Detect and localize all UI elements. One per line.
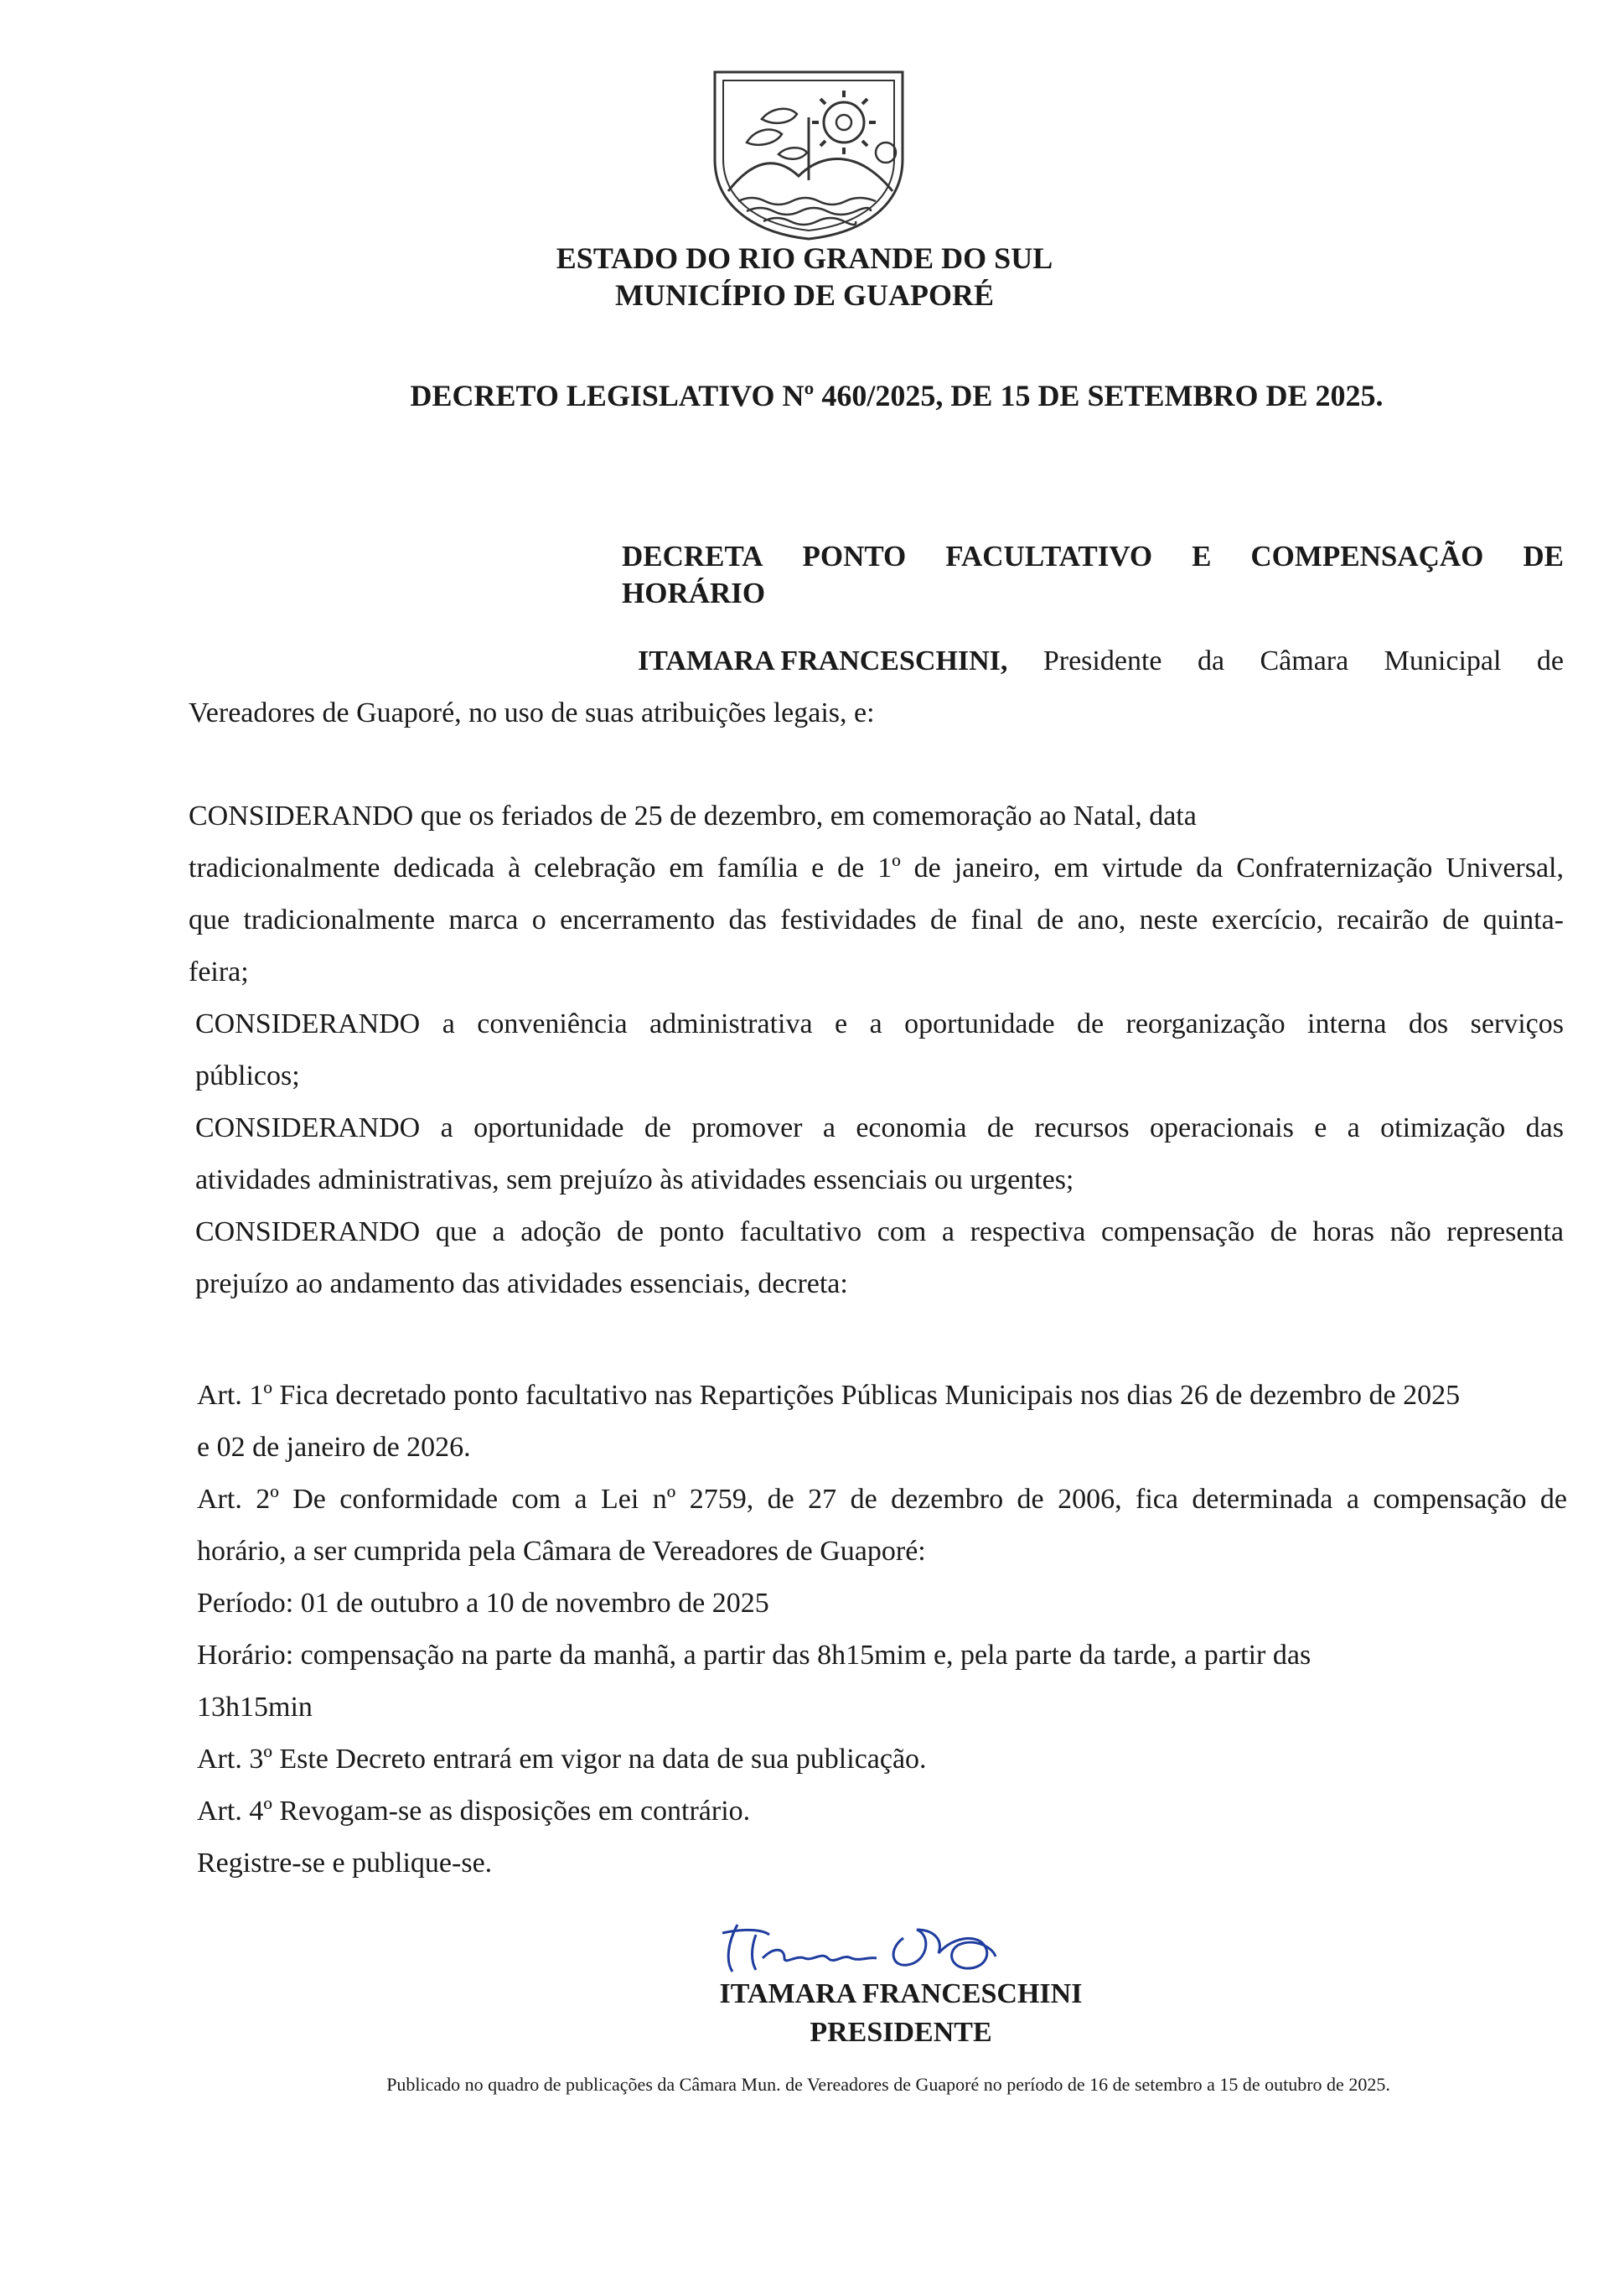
text-line: CONSIDERANDO a conveniência administrativa e a oportunidade de reorganização interna dos serviços [195, 1008, 1564, 1039]
intro-word: de [1536, 645, 1564, 676]
subject-word: E [1192, 540, 1212, 573]
text-line: feira; [189, 956, 249, 987]
article-1 [197, 1370, 1567, 1474]
subject-line-2: HORÁRIO [622, 577, 766, 609]
intro-paragraph [189, 635, 1564, 739]
intro-line-2: Vereadores de Guaporé, no uso de suas atribuições legais, e: [189, 697, 875, 728]
signatory-role: PRESIDENTE [810, 2017, 992, 2048]
text-line: públicos; [195, 1060, 300, 1091]
intro-word: da [1197, 645, 1225, 676]
subject-word: DE [1523, 540, 1564, 573]
considerando-4 [195, 1206, 1564, 1310]
text-line: tradicionalmente dedicada à celebração em família e de 1º de janeiro, em virtude da Confraternização Universal, [189, 853, 1564, 884]
subject-word: DECRETA [622, 540, 763, 573]
article-3: Art. 3º Este Decreto entrará em vigor na data de sua publicação. [197, 1744, 927, 1775]
text-line: CONSIDERANDO que a adoção de ponto facultativo com a respectiva compensação de horas não representa [195, 1216, 1564, 1247]
text-line: CONSIDERANDO que os feriados de 25 de dezembro, em comemoração ao Natal, data [189, 801, 1197, 832]
handwritten-signature [704, 1910, 1089, 1977]
publication-footer: Publicado no quadro de publicações da Câmara Mun. de Vereadores de Guaporé no período de 16 de setembro a 15 de outubro de 2025. [386, 2074, 1390, 2095]
president-name: ITAMARA FRANCESCHINI, [638, 645, 1008, 676]
horario-line: Horário: compensação na parte da manhã, a partir das 8h15mim e, pela parte da tarde, a partir das [197, 1640, 1312, 1671]
text-line: que tradicionalmente marca o encerramento das festividades de final de ano, neste exercício, recairão de quinta- [189, 904, 1564, 936]
municipality-heading: MUNICÍPIO DE GUAPORÉ [614, 278, 994, 312]
article-2 [197, 1474, 1567, 1889]
considerando-2 [195, 998, 1564, 1102]
article-4: Art. 4º Revogam-se as disposições em contrário. [197, 1796, 751, 1827]
text-line: horário, a ser cumprida pela Câmara de Vereadores de Guaporé: [197, 1536, 926, 1567]
text-line: Art. 1º Fica decretado ponto facultativo nas Repartições Públicas Municipais nos dias 26 de dezembro de 2025 [197, 1380, 1461, 1411]
subject-word: PONTO [802, 540, 907, 573]
horario-line-2: 13h15min [197, 1692, 313, 1723]
text-line: atividades administrativas, sem prejuízo às atividades essenciais ou urgentes; [195, 1164, 1074, 1195]
intro-word: Municipal [1384, 645, 1502, 676]
subject-word: FACULTATIVO [945, 540, 1153, 573]
periodo-line: Período: 01 de outubro a 10 de novembro de 2025 [197, 1588, 769, 1619]
municipal-crest-icon [708, 67, 909, 243]
text-line: CONSIDERANDO a oportunidade de promover a economia de recursos operacionais e a otimização das [195, 1112, 1564, 1143]
intro-word: Câmara [1260, 645, 1349, 676]
considerando-1 [189, 790, 1564, 998]
text-line: Art. 2º De conformidade com a Lei nº 2759, de 27 de dezembro de 2006, fica determinada a compensação de [197, 1484, 1567, 1515]
text-line: prejuízo ao andamento das atividades essenciais, decreta: [195, 1268, 848, 1299]
subject-word: COMPENSAÇÃO [1250, 540, 1484, 573]
decree-title: DECRETO LEGISLATIVO Nº 460/2025, DE 15 DE SETEMBRO DE 2025. [410, 379, 1384, 412]
signatory-name: ITAMARA FRANCESCHINI [719, 1978, 1083, 2009]
text-line: e 02 de janeiro de 2026. [197, 1432, 471, 1463]
intro-word: Presidente [1042, 645, 1162, 676]
state-heading: ESTADO DO RIO GRANDE DO SUL [556, 241, 1053, 275]
considerando-3 [195, 1102, 1564, 1206]
closing-line: Registre-se e publique-se. [197, 1848, 493, 1879]
decree-subject [622, 538, 1564, 612]
